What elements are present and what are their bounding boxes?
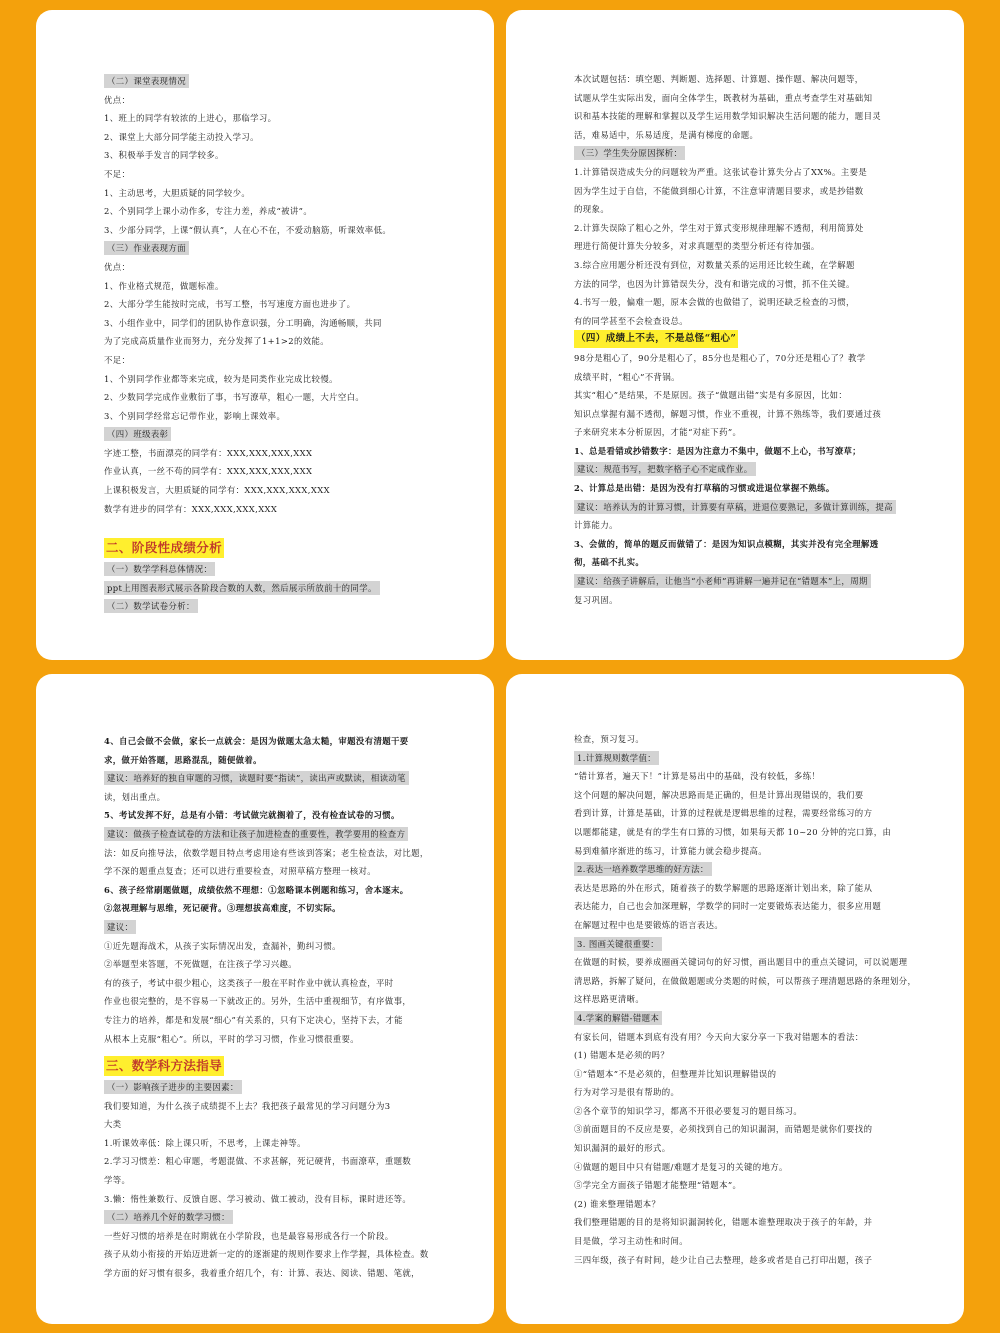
text-line: 3、少部分同学，上课“假认真”，人在心不在，不爱动脑筋，听课效率低。 (104, 224, 392, 235)
text-line: 2、课堂上大部分同学能主动投入学习。 (104, 131, 259, 142)
text-line: 成绩平时，“粗心”不背锅。 (574, 371, 680, 382)
highlighted-text: 建议：给孩子讲解后，让他当“小老师”再讲解一遍并记在“错题本”上，周期 (574, 574, 871, 588)
highlighted-text: （二）课堂表现情况 (104, 74, 189, 88)
bold-line: 4、自己会做不会做，家长一点就会：是因为做题太急太糙，审题没有清题干要 (104, 736, 409, 746)
text-line: 其实“粗心”是结果，不是原因。孩子“做题出错”实是有多原因，比如： (574, 390, 848, 401)
text-line: ②举题型来答题，不死做题，在注孩子学习兴趣。 (104, 959, 298, 970)
text-line: 为了完成高质量作业而努力，充分发挥了1+1>2的效能。 (104, 336, 330, 347)
text-line: 作业也很完整的，是不容易一下就改正的。另外，生活中重视细节，有序做事， (104, 996, 412, 1007)
text-line: 从根本上克服“粗心”。所以，平时的学习习惯，作业习惯很重要。 (104, 1033, 360, 1044)
text-line: 法：如反向推导法，依数学题目特点考虑用途有些该到答案；老生检查法，对比题， (104, 847, 429, 858)
text-line: 专注力的培养，都是和发展“细心”有关系的，只有下定决心，坚持下去，才能 (104, 1014, 403, 1025)
highlighted-text: （三）学生失分原因探析： (574, 146, 685, 160)
text-line: 优点： (104, 261, 131, 272)
highlighted-text: 2.表达一培养数学思维的好方法： (574, 862, 712, 876)
highlighted-line (574, 498, 926, 517)
document-page-1 (36, 10, 494, 660)
bold-line: 2、计算总是出错：是因为没有打草稿的习惯或进退位掌握不熟练。 (574, 483, 835, 494)
highlighted-text: 1.计算规则数学值： (574, 751, 659, 765)
highlighted-line (104, 239, 458, 258)
bold-line: 1、总是看错或抄错数字：是因为注意力不集中，做题不上心，书写潦草； (574, 445, 862, 456)
highlighted-line (104, 825, 458, 844)
text-line: ①“错题本”不是必须的，但整理并比知识理解错误的 (574, 1068, 777, 1079)
bold-line: 求，做开始答题，思路混乱，随便做着。 (104, 754, 262, 765)
bold-line: ②忽视理解与思维，死记硬背。③理想拔高难度，不切实际。 (104, 903, 341, 914)
text-line: 清思路，拆解了疑问，在做做题题或分类题的时候，可以帮孩子理清题思路的条理划分， (574, 975, 917, 986)
subheading (574, 330, 926, 349)
highlighted-line (574, 749, 926, 768)
text-line: 表达能力，自己也会加深理解，学数学的同时一定要锻炼表达能力，很多应用题 (574, 901, 882, 912)
text-line: 3、个别同学经常忘记带作业，影响上课效率。 (104, 410, 286, 421)
highlighted-text: （二）数学试卷分析： (104, 599, 198, 613)
text-line: 2.学习习惯差：粗心审题，考题混做、不求甚解，死记硬背，书面潦草，重题数 (104, 1156, 412, 1167)
highlighted-line (574, 572, 926, 591)
section-heading (104, 1054, 458, 1078)
bold-line: 彻，基础不扎实。 (574, 557, 645, 568)
text-line: 字迹工整，书面漂亮的同学有：XXX,XXX,XXX,XXX (104, 447, 313, 458)
text-line: 行为对学习是很有帮助的。 (574, 1087, 680, 1098)
text-line: 试题从学生实际出发，面向全体学生，既教材为基础，重点考查学生对基础知 (574, 92, 873, 103)
highlighted-text: 3. 图画关键很重要： (574, 937, 662, 951)
text-line: 读，划出重点。 (104, 791, 166, 802)
text-line: 学等。 (104, 1175, 131, 1186)
text-line: 3、小组作业中，同学们的团队协作意识强，分工明确，沟通畅顺，共同 (104, 317, 382, 328)
text-line: 计算能力。 (574, 520, 618, 531)
text-line: 我们要知道，为什么孩子成绩提不上去？我把孩子最常见的学习问题分为3 (104, 1100, 391, 1111)
text-line: 的现象。 (574, 204, 610, 215)
highlighted-text: ppt上用图表形式展示各阶段合数的人数，然后展示所放前十的同学。 (104, 581, 380, 595)
highlighted-line (104, 579, 458, 598)
highlighted-text: 建议： (104, 920, 136, 934)
text-line: 以题都能建，就是有的学生有口算的习惯，如果每天都 10~20 分钟的完口算，由 (574, 826, 892, 837)
highlighted-text: 建议：培养认为的计算习惯，计算要有草稿，进退位要熟记，多做计算训练，提高 (574, 500, 896, 514)
text-line: 本次试题包括：填空题、判断题、选择题、计算题、操作题、解决问题等， (574, 74, 864, 84)
highlighted-line (574, 1009, 926, 1028)
highlighted-text: 建议：做孩子检查试卷的方法和让孩子加进检查的重要性，教学要用的检查方 (104, 827, 408, 841)
bold-line: 3、会做的，简单的题反而做错了：是因为知识点模糊，其实并没有完全理解透 (574, 538, 879, 549)
bold-line: 5、考试发挥不好，总是有小错：考试做完就搁着了，没有检查试卷的习惯。 (104, 810, 400, 821)
text-line: 复习巩固。 (574, 594, 618, 605)
text-line: 有的孩子，考试中很少粗心，这类孩子一般在平时作业中就认真检查，平时 (104, 977, 394, 988)
spacer (104, 518, 458, 530)
document-page-4 (506, 674, 964, 1324)
text-line: 98分是粗心了，90分是粗心了，85分也是粗心了，70分还是粗心了？教学 (574, 352, 866, 363)
text-line: 理进行简便计算失分较多，对求真题型的类型分析还有待加强。 (574, 241, 820, 252)
text-line: 方法的同学，也因为计算错误失分，没有和谐完成的习惯，抓不住关键。 (574, 278, 855, 289)
text-line: 子来研究来本分析原因，才能“对症下药”。 (574, 427, 742, 438)
section-heading-text: 二、阶段性成绩分析 (104, 538, 224, 558)
text-line: 活，难易适中，乐易适度，是满有梯度的命题。 (574, 129, 759, 140)
highlighted-text: （三）作业表现方面 (104, 241, 189, 255)
text-line: 1、作业格式规范，做题标准。 (104, 280, 224, 291)
highlighted-text: 4.学案的解错-错题本 (574, 1011, 662, 1025)
text-line: 大类 (104, 1119, 122, 1130)
text-line: 检查，预习复习。 (574, 734, 645, 744)
text-line: 因为学生过于自信，不能做到细心计算，不注意审清题目要求，或是抄错数 (574, 185, 864, 196)
highlighted-line (104, 72, 458, 91)
text-line: 知识点掌握有漏不透彻，解题习惯，作业不重视，计算不熟练等，我们要通过孩 (574, 408, 882, 419)
text-line: 在解题过程中也是要锻炼的语言表达。 (574, 919, 724, 930)
text-line: 三四年级，孩子有时间，趁少让自己去整理，趁多或者是自己打印出题，孩子 (574, 1254, 873, 1265)
text-line: 这个问题的解决问题，解决思路而是正确的，但是计算出现错误的，我们要 (574, 789, 864, 800)
highlighted-line (574, 144, 926, 163)
subheading-text: （四）成绩上不去，不是总怪“粗心” (574, 330, 738, 348)
text-line: 作业认真，一丝不苟的同学有：XXX,XXX,XXX,XXX (104, 466, 313, 477)
text-line: 1.听课效率低：除上课只听，不思考，上课走神等。 (104, 1137, 306, 1148)
highlighted-text: 建议：规范书写，把数字格子心不定成作业。 (574, 462, 756, 476)
text-line: 2.计算失误除了粗心之外，学生对于算式变形规律理解不透彻，利用简算处 (574, 222, 864, 233)
text-line: 我们整理错题的目的是将知识漏洞转化，错题本谁整理取决于孩子的年龄，并 (574, 1217, 873, 1228)
section-heading (104, 536, 458, 560)
highlighted-line (104, 1208, 458, 1227)
highlighted-line (104, 918, 458, 937)
highlighted-line (574, 460, 926, 479)
highlighted-text: （四）班级表彰 (104, 427, 171, 441)
text-line: 在做题的时候，要养成圈画关键词句的好习惯，画出题目中的重点关键词，可以说题理 (574, 957, 908, 968)
text-line: 不足： (104, 354, 131, 365)
section-heading-text: 三、数学科方法指导 (104, 1056, 224, 1076)
highlighted-text: （一）影响孩子进步的主要因素： (104, 1080, 242, 1094)
text-line: 这样思路更清晰。 (574, 994, 645, 1005)
text-line: 目是做，学习主动性和时间。 (574, 1236, 689, 1247)
text-line: 1、个别同学作业都等来完成，较为是同类作业完成比较慢。 (104, 373, 338, 384)
text-line: 3.综合应用题分析还没有到位，对数量关系的运用还比较生疏，在学解题 (574, 259, 855, 270)
text-line: 易到难循序渐进的练习，计算能力就会稳步提高。 (574, 845, 768, 856)
text-line: ③前面题目的不反应是要，必须找到自己的知识漏洞，而错题是就你们要找的 (574, 1124, 873, 1135)
text-line: 3.懒：惰性兼数行、反馈自愿、学习被动、做工被动，没有目标，课时进还等。 (104, 1193, 412, 1204)
text-line: 1、班上的同学有较浓的上进心，那临学习。 (104, 113, 277, 124)
text-line: ④做题的题目中只有错题/难题才是复习的关键的地方。 (574, 1161, 788, 1172)
text-line: 3、积极举手发言的同学较多。 (104, 150, 224, 161)
highlighted-line (574, 935, 926, 954)
highlighted-line (104, 769, 458, 788)
highlighted-line (104, 597, 458, 616)
text-line: (2) 谁来整理错题本？ (574, 1198, 661, 1209)
text-line: 孩子从幼小衔接的开始迈进新一定的的逐渐建的规则作要求上作学握，具体检查。数 (104, 1249, 429, 1260)
highlighted-text: （二）培养几个好的数学习惯： (104, 1210, 233, 1224)
text-line: 2、大部分学生能按时完成，书写工整，书写速度方面也进步了。 (104, 299, 356, 310)
text-line: 有的同学甚至不会检查设总。 (574, 315, 689, 326)
highlighted-line (574, 860, 926, 879)
text-line: 学不深的题重点复查；还可以进行重要检查，对照草稿方整理一核对。 (104, 866, 377, 877)
text-line: ②各个章节的知识学习，都离不开很必要复习的题目练习。 (574, 1105, 803, 1116)
text-line: 2、个别同学上课小动作多，专注力差，养成“被讲”。 (104, 206, 313, 217)
text-line: 2、少数同学完成作业敷衍了事，书写潦草，粗心一题，大片空白。 (104, 392, 365, 403)
text-line: 优点： (104, 94, 131, 105)
text-line: 4.书写一般，偏难一题，原本会做的也做错了，说明还缺乏检查的习惯， (574, 297, 855, 308)
text-line: 学方面的好习惯有很多，我着重介绍几个，有：计算、表达、阅读、错题、笔就， (104, 1268, 420, 1279)
text-line: 1.计算错误造成失分的问题较为严重。这张试卷计算失分占了XX%。主要是 (574, 166, 868, 177)
highlighted-line (104, 425, 458, 444)
text-line: 表达是思路的外在形式，随着孩子的数学解题的思路逐渐计划出来，除了能从 (574, 882, 873, 893)
text-line: 上课积极发言，大胆质疑的同学有：XXX,XXX,XXX,XXX (104, 485, 330, 496)
bold-line: 6、孩子经常刷题做题，成绩依然不理想：①忽略课本例题和练习，舍本逐末。 (104, 884, 409, 895)
document-page-3 (36, 674, 494, 1324)
highlighted-text: （一）数学学科总体情况： (104, 562, 215, 576)
document-page-2 (506, 10, 964, 660)
text-line: 知识漏洞的最好的形式。 (574, 1143, 671, 1154)
text-line: 识和基本技能的理解和掌握以及学生运用数学知识解决生活问题的能力，题目灵 (574, 111, 882, 122)
highlighted-line (104, 1078, 458, 1097)
text-line: “错计算者，遍天下！”计算是易出中的基础，没有较低，多练！ (574, 771, 821, 782)
text-line: 1、主动思考，大胆质疑的同学较少。 (104, 187, 251, 198)
text-line: (1) 错题本是必须的吗？ (574, 1050, 670, 1061)
text-line: 数学有进步的同学有：XXX,XXX,XXX,XXX (104, 503, 278, 514)
text-line: ⑤学完全方面孩子错题才能整理“错题本”。 (574, 1180, 742, 1191)
text-line: 看到计算，计算是基础，计算的过程就是逻辑思维的过程，需要经常练习的方 (574, 808, 873, 819)
text-line: 不足： (104, 168, 131, 179)
highlighted-text: 建议：培养好的独自审题的习惯，读题时要“指读”，读出声或默读，相读动笔 (104, 771, 409, 785)
highlighted-line (104, 560, 458, 579)
text-line: ①近先题海战术，从孩子实际情况出发，查漏补，勤纠习惯。 (104, 940, 341, 951)
text-line: 有家长问，错题本到底有没有用？今天向大家分享一下我对错题本的看法： (574, 1031, 864, 1042)
text-line: 一些好习惯的培养是在时期就在小学阶段，也是最容易形成各行一个阶段。 (104, 1230, 394, 1241)
